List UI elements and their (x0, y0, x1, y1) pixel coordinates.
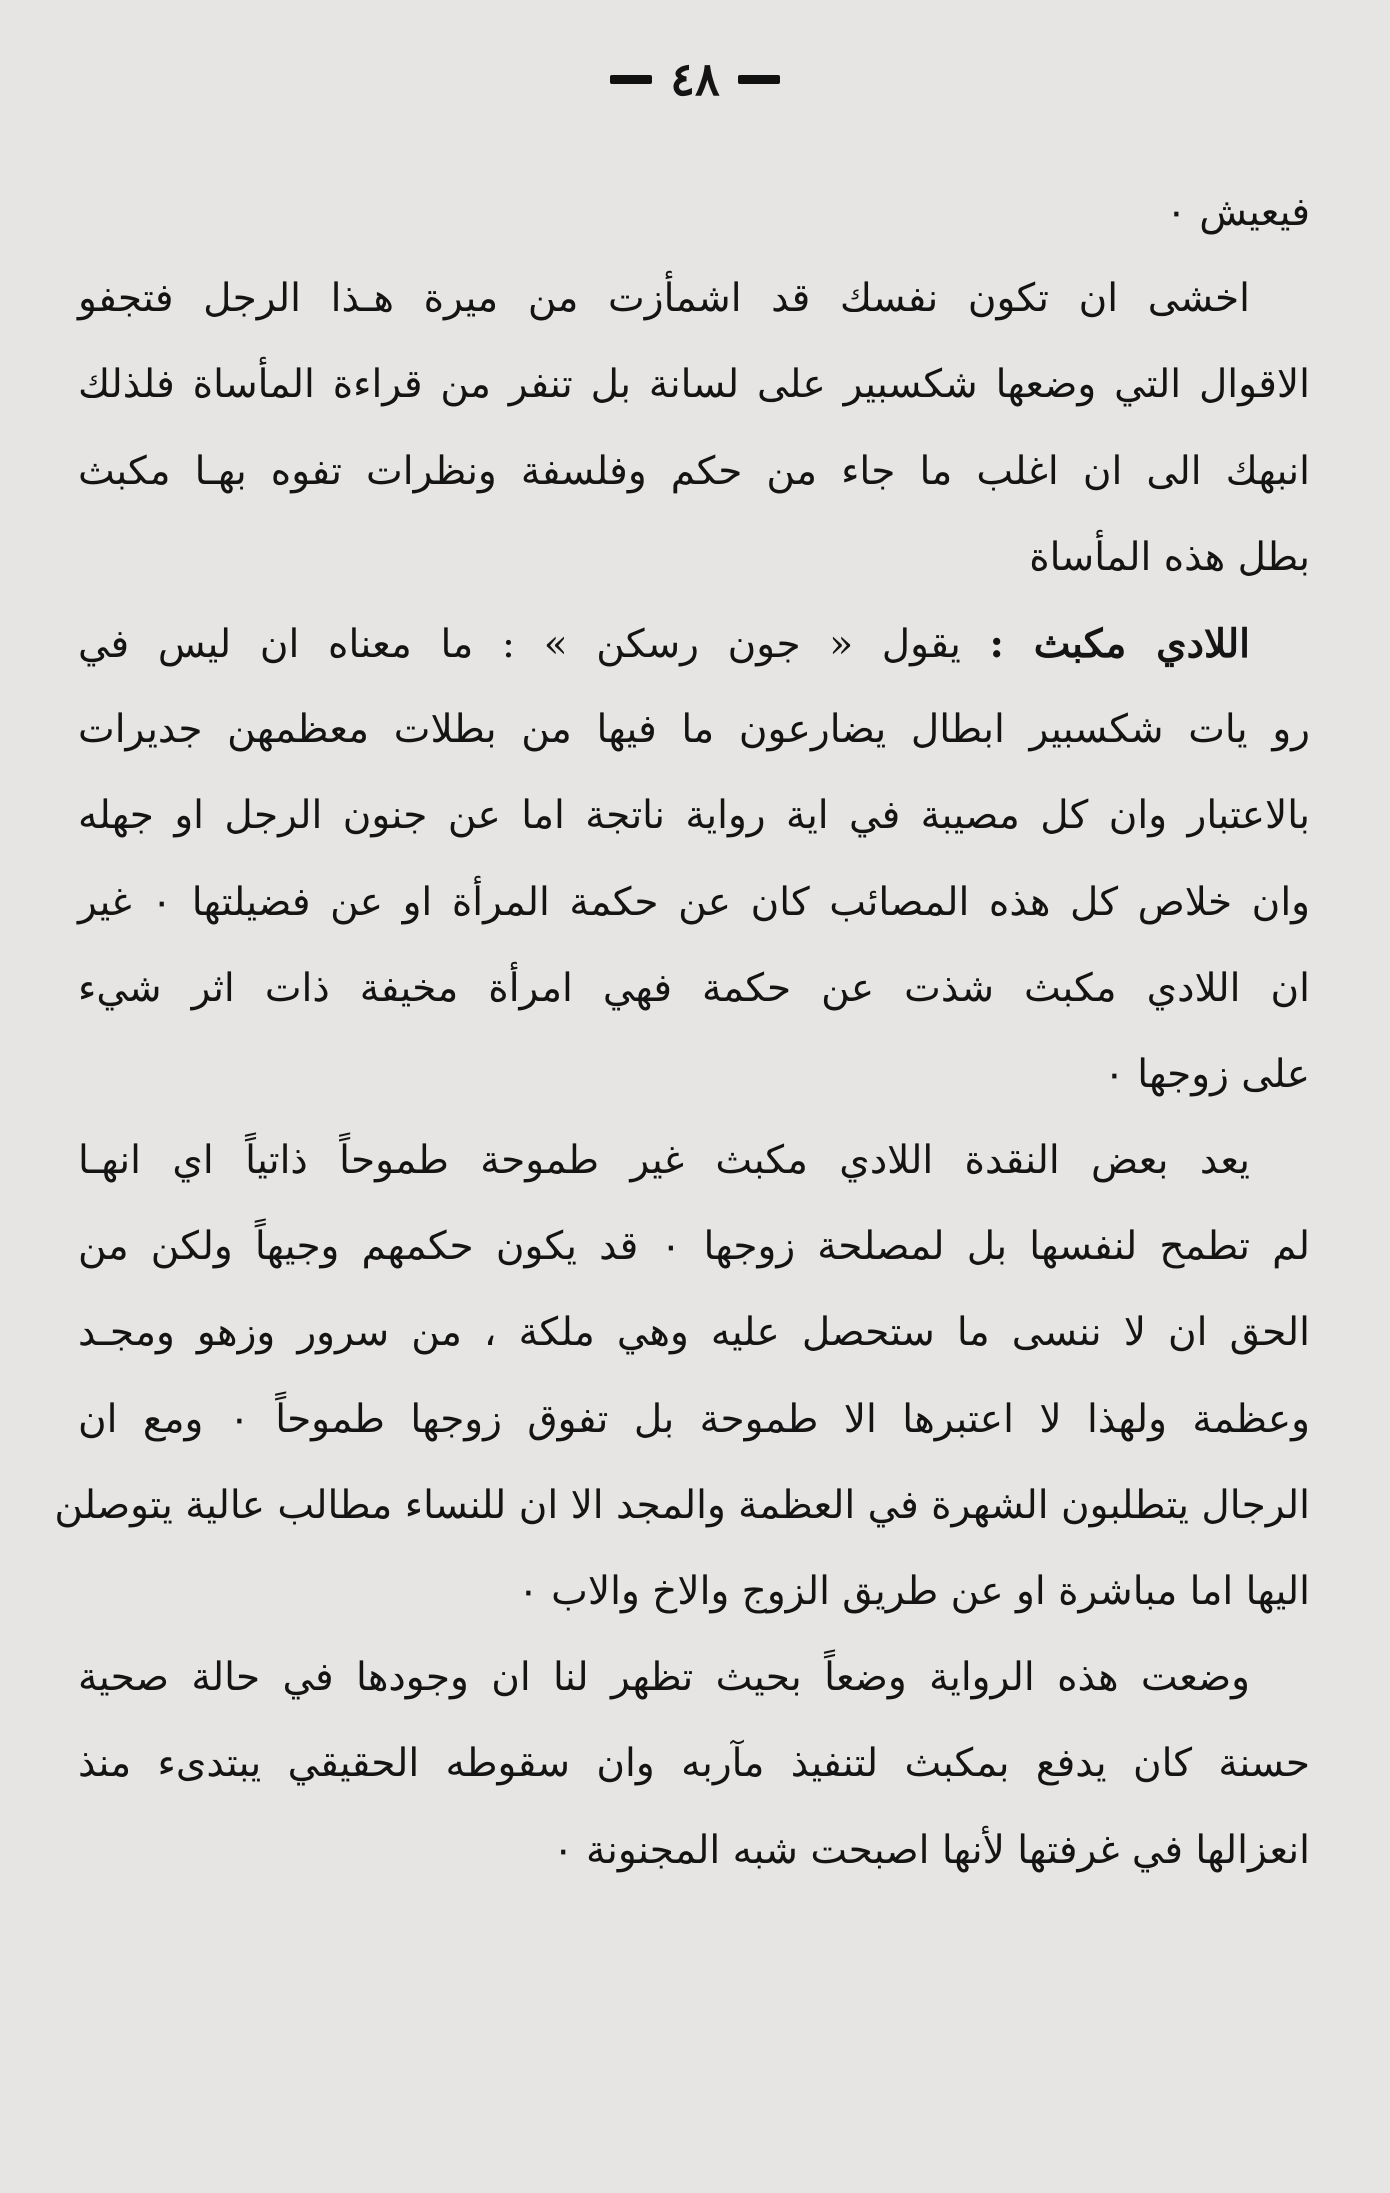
page-number: ٤٨ (670, 52, 720, 106)
text-line-remainder: يقول « جون رسكن » : ما معناه ان ليس في (78, 621, 961, 667)
text-line: بطل هذه المأساة (1029, 534, 1310, 580)
page-body (54, 170, 1310, 1894)
text-line: الرجال يتطلبون الشهرة في العظمة والمجد الا ان للنساء مطالب عالية يتوصلن (54, 1482, 1310, 1528)
text-line: اخشى ان تكون نفسك قد اشمأزت من ميرة هـذا الرجل فتجفو (78, 276, 1250, 322)
right-dash (738, 75, 780, 84)
text-line: انبهك الى ان اغلب ما جاء من حكم وفلسفة ونظرات تفوه بهـا مكبث (78, 448, 1310, 494)
text-line: على زوجها ٠ (1103, 1051, 1310, 1097)
text-line: ان اللادي مكبث شذت عن حكمة فهي امرأة مخيفة ذات اثر شيء (78, 965, 1310, 1011)
text-line: الاقوال التي وضعها شكسبير على لسانة بل تنفر من قراءة المأساة فلذلك (78, 362, 1310, 408)
text-line: انعزالها في غرفتها لأنها اصبحت شبه المجنونة ٠ (552, 1827, 1310, 1873)
text-line: لم تطمح لنفسها بل لمصلحة زوجها ٠ قد يكون حكمهم وجيهاً ولكن من (78, 1224, 1310, 1270)
text-line: رو يات شكسبير ابطال يضارعون ما فيها من بطلات معظمهن جديرات (78, 707, 1310, 753)
page-header (0, 44, 1390, 114)
text-line: الحق ان لا ننسى ما ستحصل عليه وهي ملكة ، من سرور وزهو ومجـد (78, 1310, 1310, 1356)
lead-label: اللادي مكبث : (989, 620, 1250, 667)
text-line: فيعيش ٠ (1165, 190, 1310, 235)
text-line: بالاعتبار وان كل مصيبة في اية رواية ناتجة اما عن جنون الرجل او جهله (78, 793, 1310, 839)
left-dash (610, 75, 652, 84)
text-line: اليها اما مباشرة او عن طريق الزوج والاخ والاب ٠ (517, 1569, 1310, 1614)
text-line: وضعت هذه الرواية وضعاً بحيث تظهر لنا ان وجودها في حالة صحية (78, 1655, 1250, 1701)
text-line: يعد بعض النقدة اللادي مكبث غير طموحة طموحاً ذاتياً اي انهـا (78, 1138, 1250, 1184)
text-line: وان خلاص كل هذه المصائب كان عن حكمة المرأة او عن فضيلتها ٠ غير (78, 879, 1310, 925)
text-line-with-lead (78, 601, 1310, 687)
text-line: حسنة كان يدفع بمكبث لتنفيذ مآربه وان سقوطه الحقيقي يبتدىء منذ (78, 1741, 1310, 1787)
text-line: وعظمة ولهذا لا اعتبرها الا طموحة بل تفوق زوجها طموحاً ٠ ومع ان (78, 1396, 1310, 1442)
